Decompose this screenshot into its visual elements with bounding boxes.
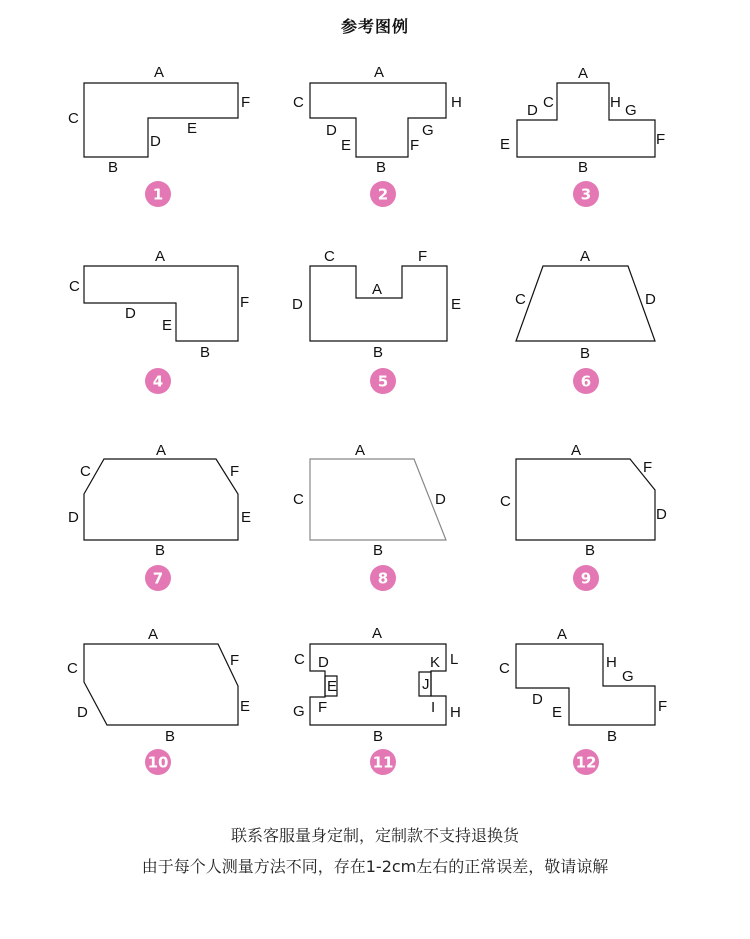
shape-11-label-H: H (450, 704, 461, 721)
shape-4-outline (84, 266, 238, 341)
shape-1-outline (84, 83, 238, 157)
shape-3-label-C: C (543, 94, 554, 111)
shape-7-label-F: F (230, 463, 240, 480)
shape-1-label-D: D (150, 133, 161, 150)
shape-3-label-H: H (610, 94, 621, 111)
shape-1-label-A: A (154, 64, 165, 81)
shape-2-label-A: A (374, 64, 385, 81)
shape-11-label-J: J (422, 676, 430, 693)
shape-10-label-C: C (67, 660, 78, 677)
shape-2-label-C: C (293, 94, 304, 111)
shape-1-label-F: F (241, 94, 251, 111)
shape-3-label-D: D (527, 102, 538, 119)
shape-4-label-D: D (125, 305, 136, 322)
shape-12-label-D: D (532, 691, 543, 708)
shape-2-label-D: D (326, 122, 337, 139)
shape-3-label-B: B (578, 159, 589, 176)
shape-12-outline (516, 644, 655, 725)
shape-10-label-D: D (77, 704, 88, 721)
shape-9-label-F: F (643, 459, 653, 476)
shape-11-label-E: E (327, 678, 338, 695)
shape-12-label-E: E (552, 704, 563, 721)
shape-9-label-B: B (585, 542, 596, 559)
badge-12-number: 12 (575, 753, 597, 772)
shape-7-label-E: E (241, 509, 252, 526)
shape-12-label-C: C (499, 660, 510, 677)
shape-4-label-A: A (155, 248, 166, 265)
shape-7-label-C: C (80, 463, 91, 480)
shape-8-label-C: C (293, 491, 304, 508)
shape-7-outline (84, 459, 238, 540)
shape-12-label-A: A (557, 626, 568, 643)
shape-3-outline (517, 83, 655, 157)
shape-9-label-C: C (500, 493, 511, 510)
shape-12-label-H: H (606, 654, 617, 671)
shape-6-outline (516, 266, 655, 341)
shape-5-label-D: D (292, 296, 303, 313)
shape-1-label-B: B (108, 159, 119, 176)
badge-1-number: 1 (152, 185, 164, 204)
shape-4-label-E: E (162, 317, 173, 334)
shape-9-label-A: A (571, 442, 582, 459)
shape-5-label-C: C (324, 248, 335, 265)
shape-5-label-A: A (372, 281, 383, 298)
shape-2-outline (310, 83, 446, 157)
shape-8-outline (310, 459, 446, 540)
shape-4-label-B: B (200, 344, 211, 361)
shape-2-label-F: F (410, 137, 420, 154)
badge-5-number: 5 (377, 372, 389, 391)
shape-12-label-G: G (622, 668, 634, 685)
shape-11-label-C: C (294, 651, 305, 668)
shape-2-label-H: H (451, 94, 462, 111)
shape-11-label-G: G (293, 703, 305, 720)
shape-6-label-C: C (515, 291, 526, 308)
shape-4-label-C: C (69, 278, 80, 295)
shape-8-label-B: B (373, 542, 384, 559)
shape-7-label-B: B (155, 542, 166, 559)
shape-11-label-D: D (318, 654, 329, 671)
shape-1-label-C: C (68, 110, 79, 127)
shape-10-label-B: B (165, 728, 176, 745)
page-title: 参考图例 (340, 17, 409, 36)
shape-5-label-E: E (451, 296, 462, 313)
shape-12-label-B: B (607, 728, 618, 745)
shape-6-label-A: A (580, 248, 591, 265)
shape-11-label-A: A (372, 625, 383, 642)
shape-5-label-F: F (418, 248, 428, 265)
shape-6-label-B: B (580, 345, 591, 362)
badge-6-number: 6 (580, 372, 592, 391)
shape-8-label-D: D (435, 491, 446, 508)
shape-12-label-F: F (658, 698, 668, 715)
shape-7-label-A: A (156, 442, 167, 459)
shape-11-label-F: F (318, 699, 328, 716)
shape-4-label-F: F (240, 294, 250, 311)
shape-9-outline (516, 459, 655, 540)
shape-8-label-A: A (355, 442, 366, 459)
badge-11-number: 11 (372, 753, 394, 772)
note-line-1: 联系客服量身定制，定制款不支持退换货 (230, 826, 519, 845)
shape-2-label-B: B (376, 159, 387, 176)
badge-10-number: 10 (147, 753, 169, 772)
shape-7-label-D: D (68, 509, 79, 526)
shape-10-label-A: A (148, 626, 159, 643)
shape-11-label-B: B (373, 728, 384, 745)
shape-10-outline (84, 644, 238, 725)
shape-11-label-I: I (431, 699, 436, 716)
shape-3-label-F: F (656, 131, 666, 148)
shape-10-label-F: F (230, 652, 240, 669)
shape-10-label-E: E (240, 698, 251, 715)
shape-11-label-L: L (450, 651, 459, 668)
badge-8-number: 8 (377, 569, 389, 588)
shape-9-label-D: D (656, 506, 667, 523)
badge-9-number: 9 (580, 569, 592, 588)
badge-7-number: 7 (152, 569, 164, 588)
shape-1-label-E: E (187, 120, 198, 137)
shape-5-outline (310, 266, 447, 341)
shape-6-label-D: D (645, 291, 656, 308)
shape-3-label-E: E (500, 136, 511, 153)
badge-4-number: 4 (152, 372, 164, 391)
badge-2-number: 2 (377, 185, 389, 204)
shape-3-label-G: G (625, 102, 637, 119)
shape-11-label-K: K (430, 654, 441, 671)
shape-3-label-A: A (578, 65, 589, 82)
shape-2-label-G: G (422, 122, 434, 139)
shape-2-label-E: E (341, 137, 352, 154)
note-line-2: 由于每个人测量方法不同，存在1-2cm左右的正常误差，敬请谅解 (141, 857, 609, 876)
shape-5-label-B: B (373, 344, 384, 361)
badge-3-number: 3 (580, 185, 592, 204)
